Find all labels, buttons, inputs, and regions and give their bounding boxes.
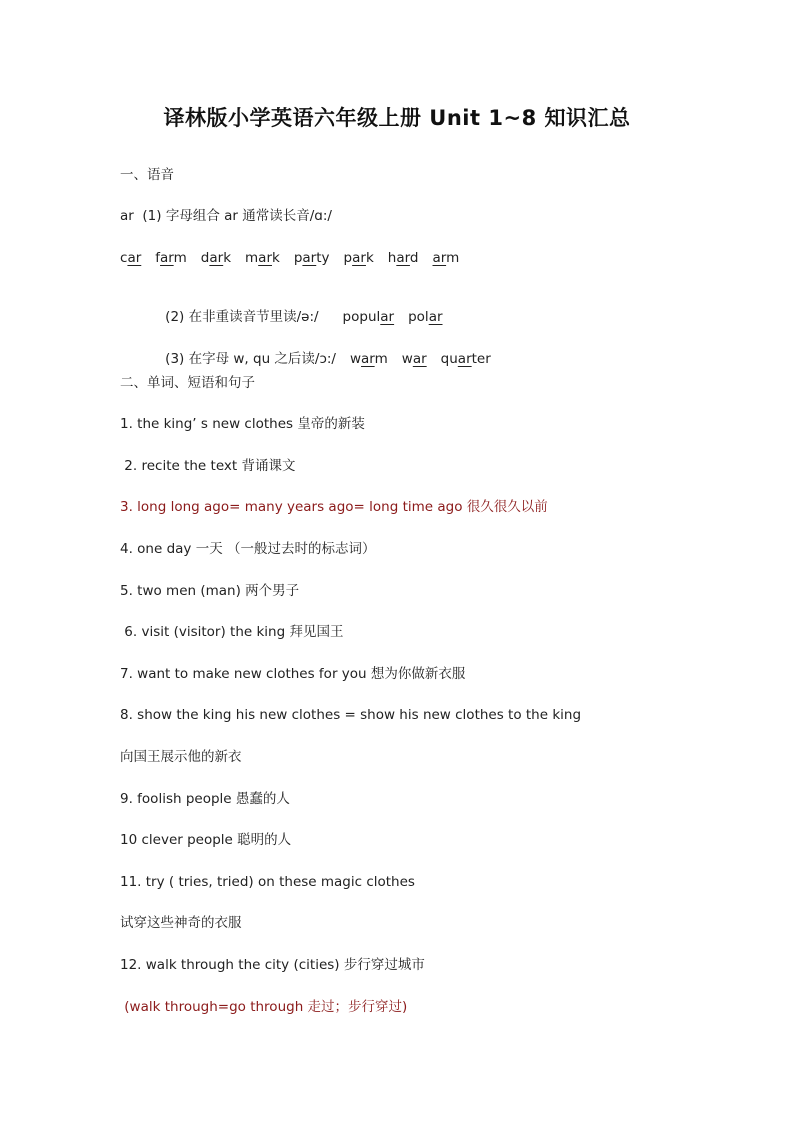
ar-word-list-3 — [350, 351, 505, 367]
list-item: 12. walk through the city (cities) 步行穿过城市 — [120, 957, 425, 973]
list-item-translation: 试穿这些神奇的衣服 — [120, 915, 242, 931]
word-part: ar — [352, 250, 366, 266]
section-heading-phonics: 一、语音 — [120, 167, 174, 183]
ar-rule-1: ar (1) 字母组合 ar 通常读长音/ɑ:/ — [120, 208, 332, 224]
list-item-translation: 向国王展示他的新衣 — [120, 749, 242, 765]
word-part: m — [173, 250, 187, 266]
word-part: w — [349, 351, 362, 367]
list-item: 6. visit (visitor) the king 拜见国王 — [120, 624, 344, 640]
word-part: ar — [432, 250, 447, 266]
word-part: ar — [258, 250, 272, 266]
list-item: 5. two men (man) 两个男子 — [120, 583, 300, 599]
word-part: k — [365, 250, 374, 266]
phonics-word — [402, 351, 427, 367]
list-item: 11. try ( tries, tried) on these magic clothes — [120, 874, 415, 890]
list-item: 4. one day 一天 （一般过去时的标志词） — [120, 541, 376, 557]
ar-word-list-1 — [120, 249, 473, 267]
word-part: m — [446, 250, 460, 266]
list-item-note: (walk through=go through 走过；步行穿过) — [120, 999, 408, 1015]
word-part: w — [401, 351, 413, 367]
list-item: 2. recite the text 背诵课文 — [120, 458, 296, 474]
word-part: k — [272, 250, 280, 266]
phonics-word — [344, 250, 374, 266]
word-part: ar — [380, 309, 395, 325]
phonics-word — [155, 250, 187, 266]
phonics-word — [433, 250, 460, 266]
word-part: qu — [440, 351, 458, 367]
ar-word-list-2 — [343, 309, 457, 325]
word-part: m — [245, 250, 259, 266]
word-part: popul — [342, 309, 381, 325]
word-part: ar — [160, 250, 174, 266]
ar-rule-3: (3) 在字母 w, qu 之后读/ɔ:/ — [165, 351, 336, 367]
word-part: pol — [408, 309, 429, 325]
page-title: 译林版小学英语六年级上册 Unit 1~8 知识汇总 — [163, 106, 631, 130]
list-item: 7. want to make new clothes for you 想为你做新衣服 — [120, 666, 466, 682]
list-item: 1. the king’ s new clothes 皇帝的新装 — [120, 416, 365, 432]
list-item: 10 clever people 聪明的人 — [120, 832, 292, 848]
word-part: ar — [428, 309, 443, 325]
phonics-word — [245, 250, 280, 266]
word-part: k — [223, 250, 232, 266]
phonics-word — [388, 250, 419, 266]
word-part: p — [293, 250, 303, 266]
word-part: ar — [412, 351, 427, 367]
word-part: ar — [302, 250, 317, 266]
word-part: ty — [316, 250, 330, 266]
word-part: c — [120, 250, 128, 266]
phonics-word — [350, 351, 388, 367]
list-item: 8. show the king his new clothes = show his new clothes to the king — [120, 707, 582, 723]
phonics-word — [201, 250, 231, 266]
phonics-word — [408, 309, 442, 325]
phonics-word — [120, 250, 141, 266]
word-part: m — [374, 351, 388, 367]
section-heading-vocab: 二、单词、短语和句子 — [120, 375, 255, 391]
word-part: p — [343, 250, 353, 266]
word-part: ar — [361, 351, 375, 367]
ar-rule-2: (2) 在非重读音节里读/ə:/ — [165, 309, 319, 325]
word-part: ar — [209, 250, 224, 266]
list-item-highlight: 3. long long ago= many years ago= long time ago 很久很久以前 — [120, 499, 548, 515]
phonics-word — [294, 250, 330, 266]
word-part: d — [200, 250, 210, 266]
word-part: f — [155, 250, 161, 266]
word-part: ar — [396, 250, 410, 266]
word-part: h — [387, 250, 397, 266]
word-part: d — [409, 250, 419, 266]
word-part: ar — [457, 351, 472, 367]
phonics-word — [343, 309, 395, 325]
phonics-word — [441, 351, 491, 367]
list-item: 9. foolish people 愚蠢的人 — [120, 791, 290, 807]
word-part: ar — [127, 250, 142, 266]
word-part: ter — [471, 351, 491, 367]
